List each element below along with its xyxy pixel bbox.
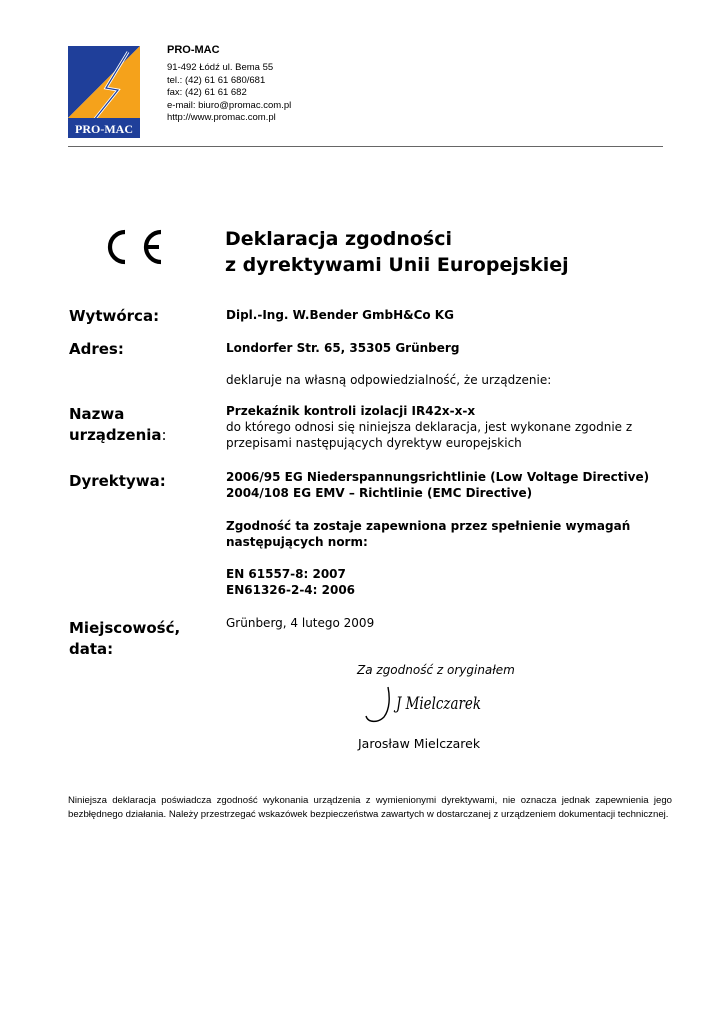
norms-block: [226, 566, 355, 598]
signer-name: Jarosław Mielczarek: [358, 736, 481, 751]
device-label-line-2: urządzenia: [69, 426, 162, 444]
norm-1: EN 61557-8: 2007: [226, 567, 346, 581]
signature-note: Za zgodność z oryginałem: [357, 663, 515, 677]
company-fax: fax: (42) 61 61 682: [167, 87, 247, 98]
company-address: 91-492 Łódź ul. Bema 55: [167, 62, 274, 73]
address-value: Londorfer Str. 65, 35305 Grünberg: [226, 341, 460, 355]
device-desc-2: przepisami następujących dyrektyw europejskich: [226, 436, 522, 450]
company-tel: tel.: (42) 61 61 680/681: [167, 74, 266, 86]
place-date-label: [69, 618, 180, 660]
place-label-line-2: data:: [69, 640, 114, 658]
conformity-block: [226, 518, 630, 550]
device-block: [226, 403, 632, 451]
company-email: e-mail: biuro@promac.com.pl: [167, 99, 292, 111]
address-label: Adres:: [69, 340, 124, 358]
logo-text: PRO-MAC: [75, 122, 133, 136]
manufacturer-value: Dipl.-Ing. W.Bender GmbH&Co KG: [226, 308, 454, 322]
title-line-2: z dyrektywami Unii Europejskiej: [225, 254, 569, 276]
conformity-line-1: Zgodność ta zostaje zapewniona przez spełnienie wymagań: [226, 519, 631, 533]
company-info: [167, 44, 291, 125]
device-name: Przekaźnik kontroli izolacji IR42x-x-x: [226, 404, 476, 418]
declaration-text: deklaruje na własną odpowiedzialność, że urządzenie:: [226, 373, 552, 387]
conformity-line-2: następujących norm:: [226, 535, 368, 549]
directives-block: [226, 469, 649, 501]
place-label-line-1: Miejscowość,: [69, 619, 181, 637]
device-desc-1: do którego odnosi się niniejsza deklaracja, jest wykonane zgodnie z: [226, 420, 633, 434]
header-divider: [68, 146, 663, 147]
directive-1: 2006/95 EG Niederspannungsrichtlinie (Low Voltage Directive): [226, 470, 650, 484]
title-line-1: Deklaracja zgodności: [225, 228, 453, 250]
ce-mark-icon: [108, 229, 164, 265]
directive-label: Dyrektywa:: [69, 472, 166, 490]
signature-handwriting: J Mielczarek: [393, 694, 481, 714]
document-title: [225, 226, 569, 278]
company-web: http://www.promac.com.pl: [167, 112, 276, 123]
device-label-line-1: Nazwa: [69, 405, 125, 423]
handwritten-signature: [360, 683, 485, 728]
directive-2: 2004/108 EG EMV – Richtlinie (EMC Directive): [226, 486, 533, 500]
company-name: PRO-MAC: [167, 44, 220, 56]
footer-disclaimer: Niniejsza deklaracja poświadcza zgodność wykonania urządzenia z wymienionymi dyrektywami, nie oznacza jednak zapewnienia jego bezbłędnego działania. Należy przestrzegać wskazówek bezpieczeństwa zawartych w dostarczanej z urządzeniem dokumentacji technicznej.: [68, 795, 672, 820]
manufacturer-label: Wytwórca:: [69, 307, 160, 325]
norm-2: EN61326-2-4: 2006: [226, 583, 356, 597]
device-label-colon: :: [161, 426, 167, 444]
promac-logo: [68, 46, 140, 138]
place-date-value: Grünberg, 4 lutego 2009: [226, 616, 375, 630]
device-label: [69, 404, 167, 446]
